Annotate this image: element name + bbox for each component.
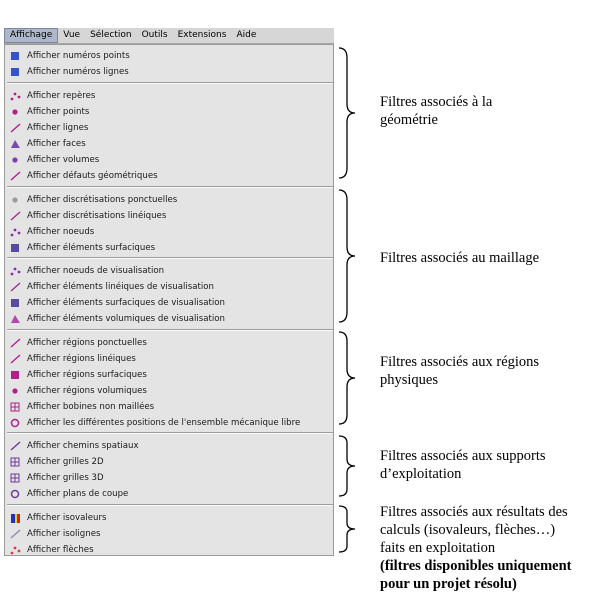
menu-separator: [7, 186, 333, 188]
arrows-icon: [10, 545, 21, 555]
menu-selection[interactable]: Sélection: [90, 30, 132, 40]
mechanical-set-icon: [10, 418, 21, 428]
line-regions-icon: [10, 354, 21, 364]
line-discretization-icon: [10, 211, 21, 221]
menu-separator: [7, 329, 333, 331]
axes-icon: [10, 91, 21, 101]
brace-geometry: [338, 46, 356, 180]
menu-separator: [7, 82, 333, 84]
point-regions-icon: [10, 338, 21, 348]
menu-vue[interactable]: Vue: [63, 30, 81, 40]
menu-item-label: Afficher grilles 3D: [27, 473, 104, 483]
annotation-geometry: [380, 93, 492, 129]
menu-item-visualization-volume-elements[interactable]: [5, 311, 333, 327]
annotation-results-bold-line2: [380, 575, 572, 593]
menu-item-coil[interactable]: [5, 399, 333, 415]
visualization-volume-elements-icon: [10, 314, 21, 324]
menu-item-point-discretization[interactable]: [5, 192, 333, 208]
menu-item-point-regions[interactable]: [5, 335, 333, 351]
menu-item-label: Afficher faces: [27, 139, 86, 149]
menu-item-label: Afficher isovaleurs: [27, 513, 107, 523]
visualization-surface-elements-icon: [10, 298, 21, 308]
annotation-geometry-line2: géométrie: [380, 112, 438, 128]
point-icon: [10, 107, 21, 117]
menu-item-visualization-line-elements[interactable]: [5, 279, 333, 295]
grid-2d-icon: [10, 457, 21, 467]
spatial-path-icon: [10, 441, 21, 451]
brace-supports: [338, 434, 356, 498]
annotation-supports-line1: Filtres associés aux supports: [380, 448, 546, 464]
menu-item-label: Afficher numéros lignes: [27, 67, 129, 77]
point-discretization-icon: [10, 195, 21, 205]
menu-item-label: Afficher régions surfaciques: [27, 370, 147, 380]
menu-item-cutting-plane[interactable]: [5, 486, 333, 502]
menu-item-label: Afficher noeuds: [27, 227, 95, 237]
points-number-icon: [10, 51, 21, 61]
annotation-results: [380, 503, 572, 593]
menu-item-nodes[interactable]: [5, 224, 333, 240]
lines-number-icon: [10, 67, 21, 77]
annotation-regions: [380, 353, 539, 389]
menu-item-label: Afficher points: [27, 107, 90, 117]
annotation-results-bold-text2: pour un projet résolu): [380, 576, 517, 592]
menu-item-point[interactable]: [5, 104, 333, 120]
menu-item-mechanical-set[interactable]: [5, 415, 333, 431]
menu-item-label: Afficher flèches: [27, 545, 94, 555]
menu-item-points-number[interactable]: [5, 48, 333, 64]
annotation-results-line1: Filtres associés aux résultats des: [380, 504, 568, 520]
annotation-regions-line2: physiques: [380, 372, 438, 388]
menu-separator: [7, 504, 333, 506]
visualization-line-elements-icon: [10, 282, 21, 292]
surface-regions-icon: [10, 370, 21, 380]
menu-item-label: Afficher noeuds de visualisation: [27, 266, 165, 276]
menu-item-line-discretization[interactable]: [5, 208, 333, 224]
menu-item-volume-regions[interactable]: [5, 383, 333, 399]
menu-item-label: Afficher éléments surfaciques: [27, 243, 156, 253]
annotation-results-line3: faits en exploitation: [380, 540, 496, 556]
menu-item-label: Afficher numéros points: [27, 51, 130, 61]
brace-regions: [338, 330, 356, 426]
geometric-defect-icon: [10, 171, 21, 181]
menu-item-geometric-defect[interactable]: [5, 168, 333, 184]
coil-icon: [10, 402, 21, 412]
menu-item-lines-number[interactable]: [5, 64, 333, 80]
brace-results: [338, 504, 356, 554]
menu-item-label: Afficher éléments linéiques de visualisation: [27, 282, 214, 292]
menu-item-label: Afficher lignes: [27, 123, 89, 133]
menu-item-label: Afficher discrétisations ponctuelles: [27, 195, 178, 205]
menu-item-arrows[interactable]: [5, 542, 333, 558]
annotation-regions-line1: Filtres associés aux régions: [380, 354, 540, 370]
menu-item-visualization-surface-elements[interactable]: [5, 295, 333, 311]
menu-item-volume[interactable]: [5, 152, 333, 168]
visualization-nodes-icon: [10, 266, 21, 276]
surface-elements-icon: [10, 243, 21, 253]
menu-item-label: Afficher régions ponctuelles: [27, 338, 147, 348]
menu-aide[interactable]: Aide: [236, 30, 257, 40]
menu-item-face[interactable]: [5, 136, 333, 152]
menu-item-grid-2d[interactable]: [5, 454, 333, 470]
menu-item-axes[interactable]: [5, 88, 333, 104]
menu-item-isolines[interactable]: [5, 526, 333, 542]
isolines-icon: [10, 529, 21, 539]
menu-item-line[interactable]: [5, 120, 333, 136]
menu-item-label: Afficher volumes: [27, 155, 100, 165]
menu-item-label: Afficher plans de coupe: [27, 489, 129, 499]
annotation-results-bold-text1: (filtres disponibles uniquement: [380, 558, 572, 574]
menu-item-line-regions[interactable]: [5, 351, 333, 367]
line-icon: [10, 123, 21, 133]
menu-item-label: Afficher éléments surfaciques de visualisation: [27, 298, 225, 308]
menu-item-surface-elements[interactable]: [5, 240, 333, 256]
menu-separator: [7, 432, 333, 434]
menu-item-label: Afficher grilles 2D: [27, 457, 104, 467]
menu-item-label: Afficher bobines non maillées: [27, 402, 155, 412]
annotation-results-line2: calculs (isovaleurs, flèches…): [380, 522, 556, 538]
menu-affichage[interactable]: Affichage: [4, 28, 58, 43]
volume-regions-icon: [10, 386, 21, 396]
annotation-mesh-line1: Filtres associés au maillage: [380, 250, 540, 266]
annotation-geometry-line1: Filtres associés à la: [380, 94, 493, 110]
menu-item-label: Afficher régions volumiques: [27, 386, 147, 396]
annotation-supports: [380, 447, 546, 483]
menu-item-label: Afficher isolignes: [27, 529, 101, 539]
cutting-plane-icon: [10, 489, 21, 499]
menu-item-label: Afficher les différentes positions de l'ensemble mécanique libre: [27, 418, 301, 428]
menu-item-label: Afficher chemins spatiaux: [27, 441, 139, 451]
brace-mesh: [338, 188, 356, 324]
menu-item-label: Afficher régions linéiques: [27, 354, 136, 364]
annotation-supports-line2: d’exploitation: [380, 466, 462, 482]
menu-item-spatial-path[interactable]: [5, 438, 333, 454]
menu-item-grid-3d[interactable]: [5, 470, 333, 486]
menu-item-isovalues[interactable]: [5, 510, 333, 526]
grid-3d-icon: [10, 473, 21, 483]
menu-item-label: Afficher défauts géométriques: [27, 171, 158, 181]
menu-item-label: Afficher discrétisations linéiques: [27, 211, 167, 221]
annotation-results-bold-line1: [380, 557, 572, 575]
menu-item-visualization-nodes[interactable]: [5, 263, 333, 279]
menu-item-label: Afficher repères: [27, 91, 96, 101]
menu-separator: [7, 257, 333, 259]
menu-outils[interactable]: Outils: [141, 30, 168, 40]
annotation-mesh: [380, 249, 539, 267]
affichage-dropdown-menu: [4, 44, 334, 556]
isovalues-icon: [10, 513, 21, 523]
menu-item-label: Afficher éléments volumiques de visualisation: [27, 314, 226, 324]
menu-extensions[interactable]: Extensions: [177, 30, 227, 40]
volume-icon: [10, 155, 21, 165]
nodes-icon: [10, 227, 21, 237]
menu-item-surface-regions[interactable]: [5, 367, 333, 383]
face-icon: [10, 139, 21, 149]
menu-bar: [4, 28, 334, 44]
